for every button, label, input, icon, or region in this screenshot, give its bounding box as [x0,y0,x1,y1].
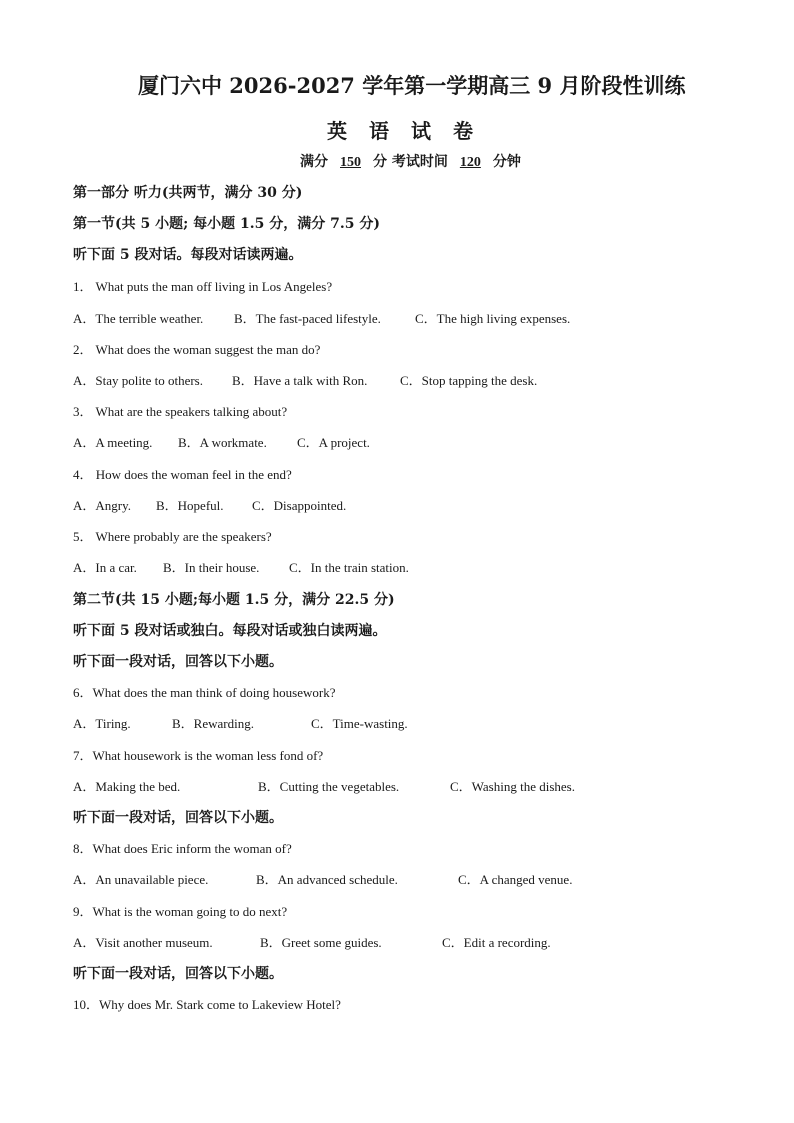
part1-heading: 第一部分 听力(共两节，满分 30 分) [73,185,303,201]
question-7: 7．What housework is the woman less fond of? [73,748,324,763]
q9-option-b: B．Greet some guides. [260,935,382,950]
exam-meta [300,151,521,171]
group-instruction-1: 听下面一段对话，回答以下小题。 [73,654,283,670]
q7-option-a: A．Making the bed. [73,779,181,794]
q6-option-a: A．Tiring. [73,716,131,731]
time-value: 120 [459,155,481,170]
q8-option-b: B．An advanced schedule. [256,872,398,887]
q2-option-c: C．Stop tapping the desk. [400,373,538,388]
q9-option-c: C．Edit a recording. [442,935,551,950]
q5-option-c: C．In the train station. [289,560,409,575]
q4-option-a: A．Angry. [73,498,132,513]
q5-option-a: A．In a car. [73,560,137,575]
section2-instruction: 听下面 5 段对话或独白。每段对话或独白读两遍。 [73,623,387,639]
full-marks-unit: 分 [373,154,387,170]
q4-option-c: C．Disappointed. [252,498,347,513]
question-2: 2． What does the woman suggest the man do? [73,342,321,357]
q3-option-c: C．A project. [297,435,370,450]
q4-option-b: B．Hopeful. [156,498,224,513]
q1-option-a: A．The terrible weather. [73,311,204,326]
question-10: 10．Why does Mr. Stark come to Lakeview Hotel? [73,997,341,1012]
question-1: 1． What puts the man off living in Los Angeles? [73,279,333,294]
exam-title: 厦门六中 2026-2027 学年第一学期高三 9 月阶段性训练 [138,73,686,98]
full-marks-value: 150 [340,155,361,170]
q2-option-b: B．Have a talk with Ron. [232,373,368,388]
question-8: 8．What does Eric inform the woman of? [73,841,292,856]
q3-option-b: B．A workmate. [178,435,267,450]
q9-option-a: A．Visit another museum. [73,935,213,950]
q7-option-b: B．Cutting the vegetables. [258,779,400,794]
q6-option-b: B．Rewarding. [172,716,254,731]
full-marks-label: 满分 [300,154,328,170]
q8-option-a: A．An unavailable piece. [73,872,209,887]
question-3: 3． What are the speakers talking about? [73,404,288,419]
exam-subtitle: 英语试卷 [327,119,495,143]
q2-option-a: A．Stay polite to others. [73,373,203,388]
q3-option-a: A．A meeting. [73,435,153,450]
q7-option-c: C．Washing the dishes. [450,779,575,794]
q1-option-b: B．The fast-paced lifestyle. [234,311,381,326]
section2-heading: 第二节(共 15 小题;每小题 1.5 分，满分 22.5 分) [73,592,395,608]
question-4: 4． How does the woman feel in the end? [73,467,292,482]
q6-option-c: C．Time-wasting. [311,716,408,731]
section1-instruction: 听下面 5 段对话。每段对话读两遍。 [73,247,303,263]
group-instruction-2: 听下面一段对话，回答以下小题。 [73,810,283,826]
time-unit: 分钟 [492,154,521,170]
question-6: 6．What does the man think of doing housework? [73,685,336,700]
question-5: 5． Where probably are the speakers? [73,529,272,544]
group-instruction-3: 听下面一段对话，回答以下小题。 [73,966,283,982]
q8-option-c: C．A changed venue. [458,872,573,887]
section1-heading: 第一节(共 5 小题; 每小题 1.5 分，满分 7.5 分) [73,216,380,232]
q5-option-b: B．In their house. [163,560,260,575]
question-9: 9．What is the woman going to do next? [73,904,288,919]
q1-option-c: C．The high living expenses. [415,311,571,326]
time-label: 考试时间 [391,154,448,170]
